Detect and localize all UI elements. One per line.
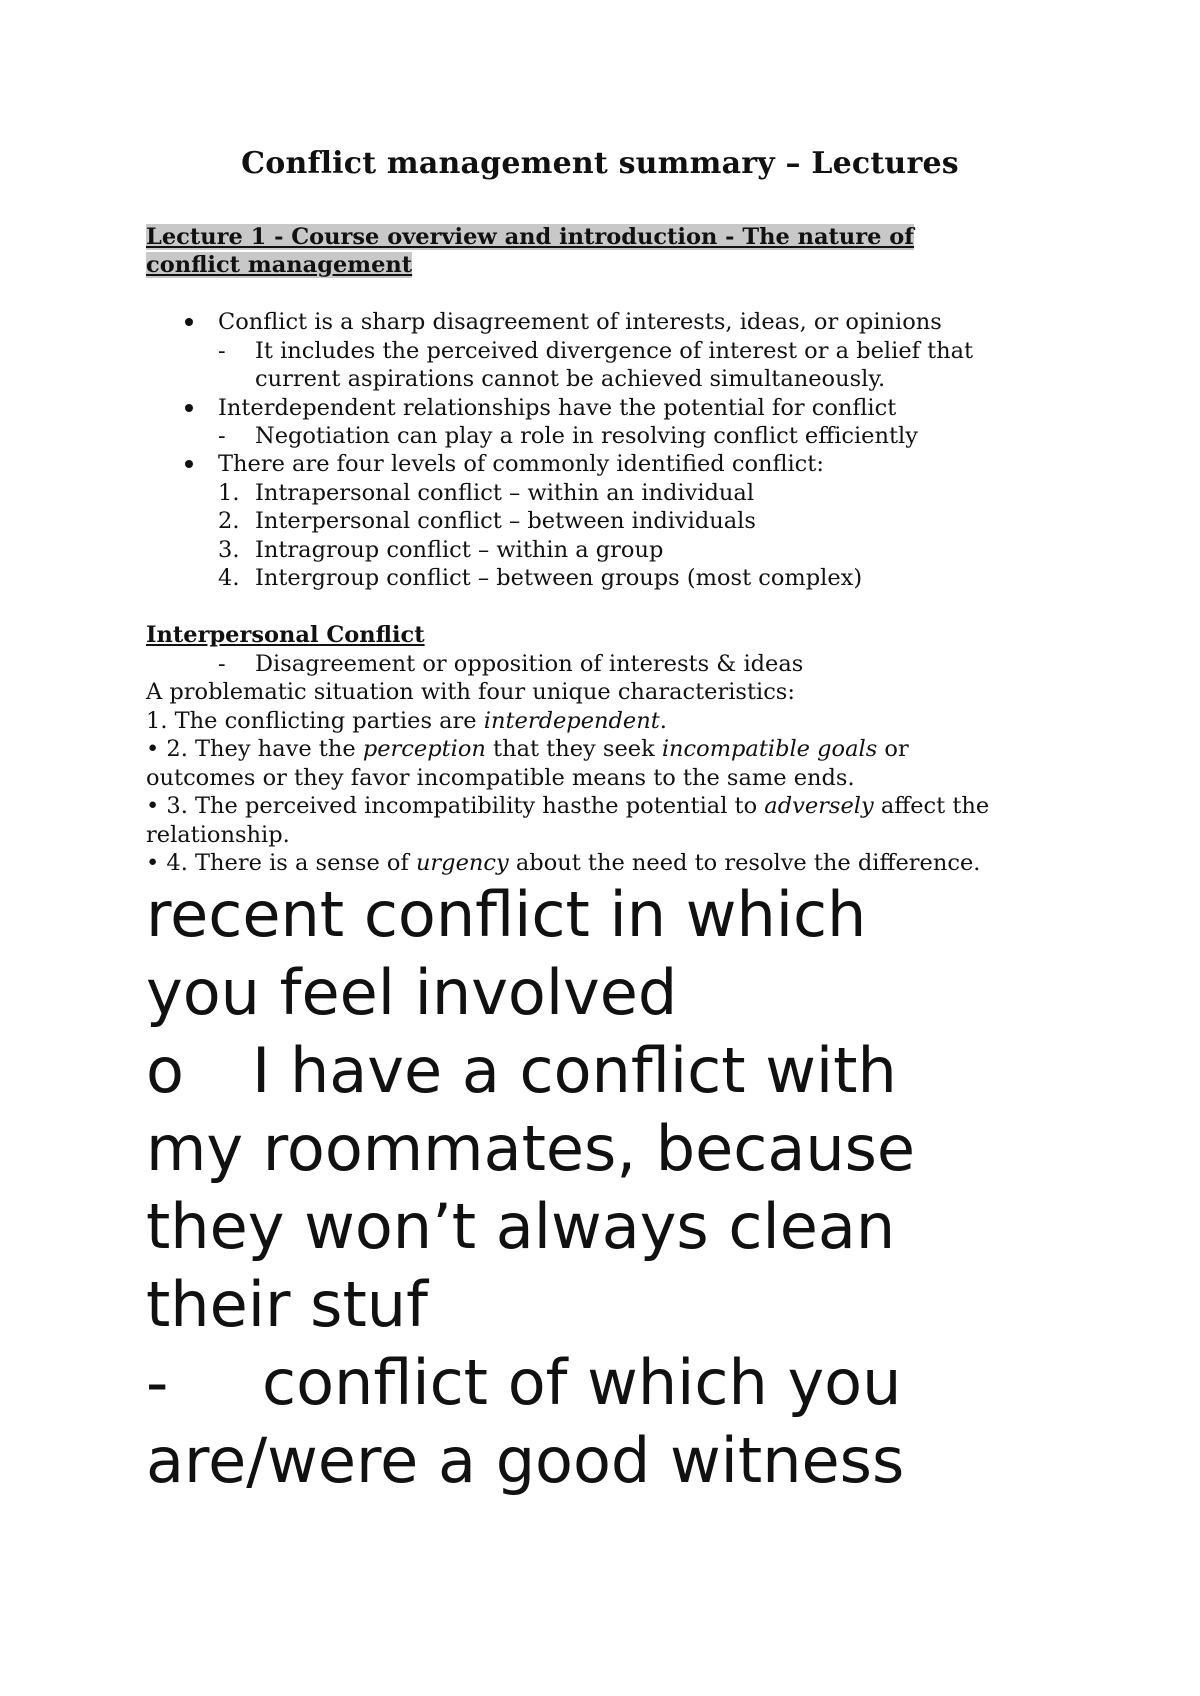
large-text-line: are/were a good witness	[146, 1424, 905, 1497]
large-text-line: I have a conflict with	[252, 1034, 897, 1107]
bullet-item: There are four levels of commonly identified conflict:	[218, 451, 824, 477]
large-text-line: you feel involved	[146, 956, 678, 1029]
lecture-1-heading-line2: conflict management	[146, 252, 413, 278]
bullet-item: Conflict is a sharp disagreement of interests, ideas, or opinions	[218, 309, 942, 335]
characteristic-2-continued: outcomes or they favor incompatible means to the same ends.	[146, 765, 855, 791]
characteristic-4: • 4. There is a sense of urgency about the need to resolve the difference.	[146, 850, 981, 876]
level-item: Intragroup conflict – within a group	[255, 537, 664, 563]
large-text-marker: o	[146, 1034, 184, 1107]
bullet-icon	[185, 318, 193, 326]
lecture-1-heading	[146, 223, 1006, 279]
page-title: Conflict management summary – Lectures	[241, 146, 959, 181]
sub-item: It includes the perceived divergence of interest or a belief that	[255, 338, 974, 364]
dash-marker: -	[218, 338, 226, 364]
level-item: Intergroup conflict – between groups (most complex)	[255, 565, 863, 591]
bullet-item: Interdependent relationships have the potential for conflict	[218, 395, 897, 421]
sub-item: Negotiation can play a role in resolving conflict efficiently	[255, 423, 918, 449]
sub-item-continued: current aspirations cannot be achieved simultaneously.	[255, 366, 886, 392]
definition-item: Disagreement or opposition of interests & ideas	[255, 651, 804, 677]
characteristics-intro: A problematic situation with four unique characteristics:	[146, 679, 795, 705]
dash-marker: -	[218, 651, 226, 677]
level-number: 3.	[218, 537, 240, 563]
large-text-line: my roommates, because	[146, 1112, 916, 1185]
large-text-line: their stuf	[146, 1268, 428, 1341]
characteristic-3-continued: relationship.	[146, 822, 290, 848]
level-number: 2.	[218, 508, 240, 534]
large-text-line: they won’t always clean	[146, 1190, 896, 1263]
level-number: 1.	[218, 480, 240, 506]
bullet-icon	[185, 460, 193, 468]
large-text-marker: -	[146, 1346, 169, 1419]
large-text-line: conflict of which you	[262, 1346, 902, 1419]
characteristic-2: • 2. They have the perception that they seek incompatible goals or	[146, 736, 909, 762]
characteristic-1: 1. The conflicting parties are interdependent.	[146, 708, 667, 734]
level-item: Interpersonal conflict – between individuals	[255, 508, 756, 534]
lecture-1-heading-line1: Lecture 1 - Course overview and introduction - The nature of	[146, 224, 914, 250]
large-text-line: recent conflict in which	[146, 878, 867, 951]
characteristic-3: • 3. The perceived incompatibility hasthe potential to adversely affect the	[146, 793, 990, 819]
level-number: 4.	[218, 565, 240, 591]
level-item: Intrapersonal conflict – within an individual	[255, 480, 755, 506]
bullet-icon	[185, 404, 193, 412]
dash-marker: -	[218, 423, 226, 449]
interpersonal-heading: Interpersonal Conflict	[146, 622, 425, 648]
